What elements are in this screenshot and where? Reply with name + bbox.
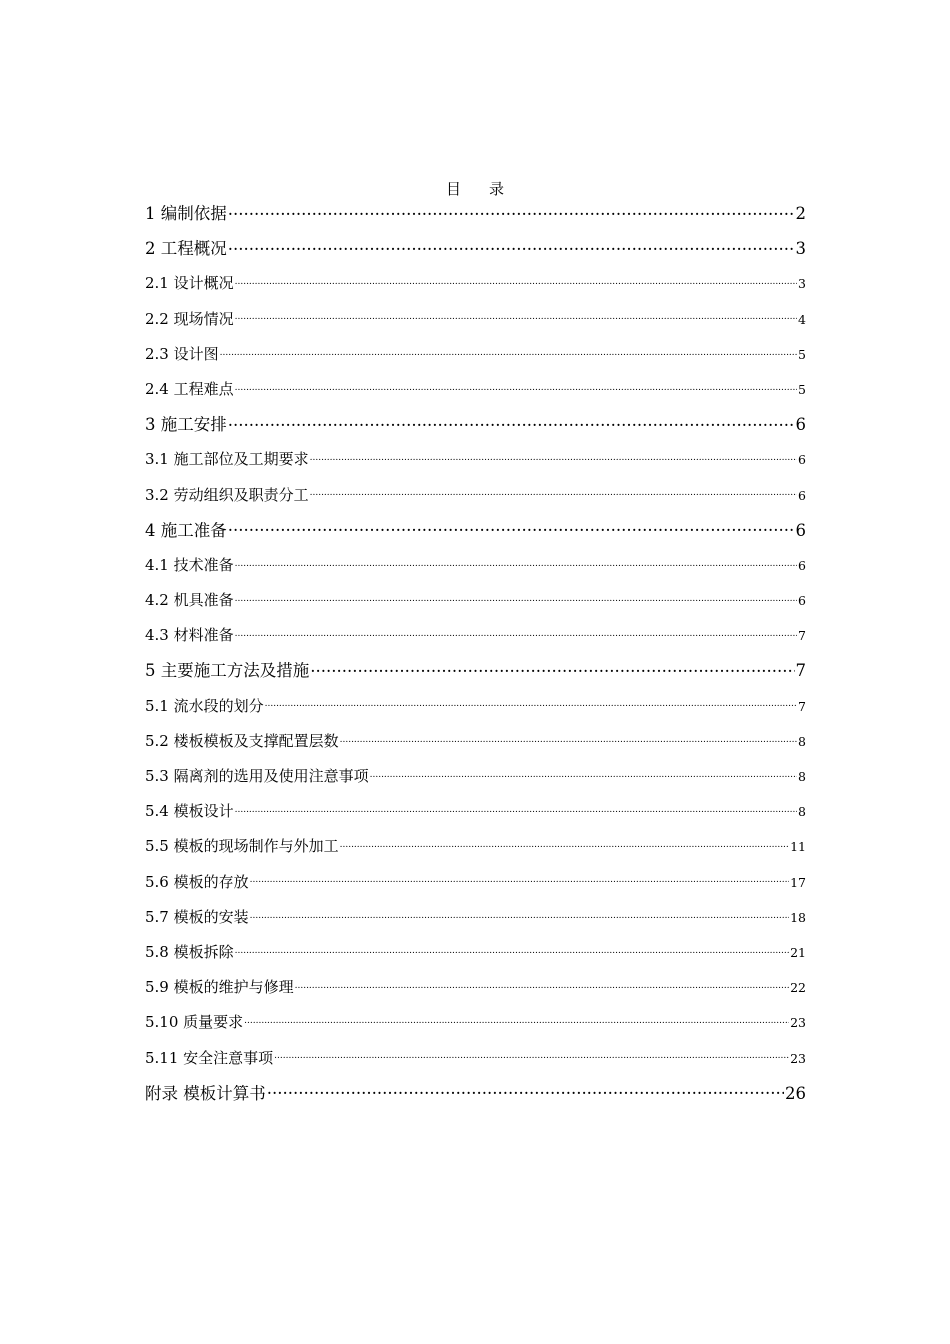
toc-entry-page-number: 7 xyxy=(798,628,806,644)
toc-entry-page-number: 6 xyxy=(795,520,806,540)
toc-dot-leader xyxy=(235,626,797,640)
toc-entry[interactable] xyxy=(145,548,806,583)
toc-entry-label: 5.1 流水段的划分 xyxy=(145,696,264,715)
toc-entry-page-number: 7 xyxy=(795,661,806,681)
toc-entry-page-number: 4 xyxy=(798,311,806,327)
toc-dot-leader xyxy=(265,697,797,711)
toc-dot-leader xyxy=(228,516,795,536)
toc-entry-label: 2.2 现场情况 xyxy=(145,309,234,328)
toc-entry-label: 附录 模板计算书 xyxy=(145,1083,266,1103)
toc-entry[interactable] xyxy=(145,1005,806,1040)
toc-entry-label: 4.3 材料准备 xyxy=(145,626,234,645)
toc-dot-leader xyxy=(250,908,789,922)
toc-entry-page-number: 22 xyxy=(790,980,806,996)
toc-entry[interactable] xyxy=(145,302,806,337)
toc-entry-label: 5.8 模板拆除 xyxy=(145,942,234,961)
toc-dot-leader xyxy=(228,410,795,430)
toc-entry-page-number: 6 xyxy=(795,415,806,435)
toc-entry-page-number: 11 xyxy=(790,839,806,855)
toc-entry-label: 2.4 工程难点 xyxy=(145,379,234,398)
toc-entry[interactable] xyxy=(145,1041,806,1076)
toc-entry[interactable] xyxy=(145,407,806,442)
toc-entry-page-number: 6 xyxy=(798,452,806,468)
toc-dot-leader xyxy=(295,978,789,992)
toc-entry[interactable] xyxy=(145,900,806,935)
toc-dot-leader xyxy=(235,802,797,816)
toc-entry[interactable] xyxy=(145,970,806,1005)
toc-entry-page-number: 2 xyxy=(795,204,806,223)
toc-entry-label: 2.3 设计图 xyxy=(145,344,219,363)
toc-entry[interactable] xyxy=(145,372,806,407)
toc-entry-page-number: 6 xyxy=(798,487,806,503)
toc-dot-leader xyxy=(340,732,797,746)
toc-entry-page-number: 17 xyxy=(790,874,806,890)
toc-entry[interactable] xyxy=(145,583,806,618)
toc-entry[interactable] xyxy=(145,513,806,548)
toc-entry-page-number: 26 xyxy=(785,1083,806,1103)
toc-dot-leader xyxy=(235,274,797,288)
toc-entry-label: 3.2 劳动组织及职责分工 xyxy=(145,485,309,504)
toc-entry-label: 3.1 施工部位及工期要求 xyxy=(145,450,309,469)
toc-entry[interactable] xyxy=(145,829,806,864)
toc-entry-label: 4.2 机具准备 xyxy=(145,591,234,610)
toc-entry[interactable] xyxy=(145,865,806,900)
toc-entry-label: 5.3 隔离剂的选用及使用注意事项 xyxy=(145,767,369,785)
toc-dot-leader xyxy=(310,450,797,464)
toc-entry-page-number: 21 xyxy=(790,944,806,960)
toc-entry-label: 5.4 模板设计 xyxy=(145,802,234,821)
toc-entry-page-number: 8 xyxy=(798,769,806,784)
toc-title-char-2: 录 xyxy=(489,180,505,198)
toc-entry[interactable] xyxy=(145,196,806,231)
toc-entry-label: 3 施工安排 xyxy=(145,415,227,435)
toc-entry-page-number: 5 xyxy=(798,381,806,397)
toc-dot-leader xyxy=(235,591,797,605)
toc-entry[interactable] xyxy=(145,337,806,372)
toc-entry-label: 2 工程概况 xyxy=(145,239,227,259)
toc-dot-leader xyxy=(267,1079,784,1099)
toc-entry-page-number: 6 xyxy=(798,557,806,573)
toc-dot-leader xyxy=(235,556,797,570)
toc-entry-label: 5.5 模板的现场制作与外加工 xyxy=(145,837,339,856)
toc-entry[interactable] xyxy=(145,618,806,653)
toc-dot-leader xyxy=(340,837,789,851)
toc-dot-leader xyxy=(310,486,797,500)
toc-dot-leader xyxy=(235,380,797,394)
toc-entry-label: 5 主要施工方法及措施 xyxy=(145,661,310,681)
toc-dot-leader xyxy=(244,1013,789,1027)
toc-entry[interactable] xyxy=(145,653,806,688)
toc-entry-page-number: 3 xyxy=(795,239,806,259)
toc-entry-label: 1 编制依据 xyxy=(145,204,227,223)
toc-entry-label: 5.11 安全注意事项 xyxy=(145,1048,274,1067)
toc-entry[interactable] xyxy=(145,689,806,724)
toc-entry-label: 5.7 模板的安装 xyxy=(145,907,249,926)
toc-entry-page-number: 5 xyxy=(798,346,806,362)
toc-entry-label: 2.1 设计概况 xyxy=(145,274,234,293)
toc-dot-leader xyxy=(370,767,797,781)
toc-entry-page-number: 8 xyxy=(798,804,806,820)
toc-entry-page-number: 6 xyxy=(798,593,806,609)
toc-entry-label: 5.2 楼板模板及支撑配置层数 xyxy=(145,731,339,750)
toc-entry-page-number: 7 xyxy=(798,698,806,714)
toc-dot-leader xyxy=(220,345,797,359)
toc-entry[interactable] xyxy=(145,724,806,759)
toc-dot-leader xyxy=(274,1049,789,1063)
toc-dot-leader xyxy=(250,873,789,887)
toc-entry-page-number: 18 xyxy=(790,909,806,925)
toc-entry[interactable] xyxy=(145,478,806,513)
toc-entry-page-number: 23 xyxy=(790,1050,806,1066)
toc-entry-label: 5.6 模板的存放 xyxy=(145,872,249,891)
toc-entry[interactable] xyxy=(145,759,806,794)
toc-entry[interactable] xyxy=(145,1076,806,1111)
toc-entry-label: 4.1 技术准备 xyxy=(145,555,234,574)
toc-entry[interactable] xyxy=(145,266,806,301)
toc-entry[interactable] xyxy=(145,794,806,829)
toc-dot-leader xyxy=(310,656,794,676)
toc-dot-leader xyxy=(235,310,797,324)
toc-entry-label: 5.10 质量要求 xyxy=(145,1013,244,1032)
toc-dot-leader xyxy=(228,234,795,254)
toc-entry[interactable] xyxy=(145,231,806,266)
toc-entry-page-number: 3 xyxy=(798,276,806,292)
toc-entry[interactable] xyxy=(145,442,806,477)
toc-dot-leader xyxy=(235,943,789,957)
table-of-contents xyxy=(145,196,806,1111)
toc-entry-page-number: 23 xyxy=(790,1015,806,1031)
toc-title-char-1: 目 xyxy=(445,180,461,198)
toc-dot-leader xyxy=(228,199,795,219)
toc-entry-page-number: 8 xyxy=(798,733,806,749)
toc-entry[interactable] xyxy=(145,935,806,970)
toc-entry-label: 5.9 模板的维护与修理 xyxy=(145,978,294,997)
toc-entry-label: 4 施工准备 xyxy=(145,520,227,540)
